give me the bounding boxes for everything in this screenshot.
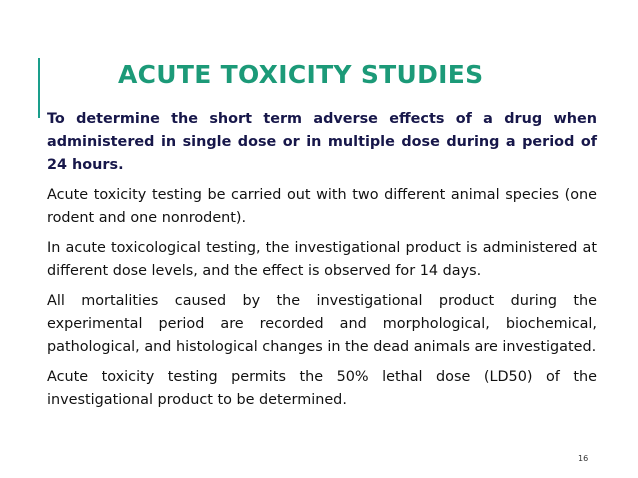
paragraph-definition: To determine the short term adverse effects of a drug when administered in single dose or in multiple dose during a period of 24 hours. [47, 111, 597, 173]
paragraph-ld50: Acute toxicity testing permits the 50% lethal dose (LD50) of the investigational product to be determined. [47, 369, 597, 408]
accent-bar [38, 58, 40, 118]
slide-title: ACUTE TOXICITY STUDIES [118, 60, 484, 89]
paragraph-species: Acute toxicity testing be carried out with two different animal species (one rodent and one nonrodent). [47, 187, 597, 226]
paragraph-dose-levels: In acute toxicological testing, the investigational product is administered at different dose levels, and the effect is observed for 14 days. [47, 240, 597, 279]
paragraph-mortalities: All mortalities caused by the investigational product during the experimental period are recorded and morphological, biochemical, pathological, and histological changes in the dead animals are investigated. [47, 293, 597, 355]
page-number: 16 [578, 454, 589, 463]
slide-body [47, 108, 597, 419]
